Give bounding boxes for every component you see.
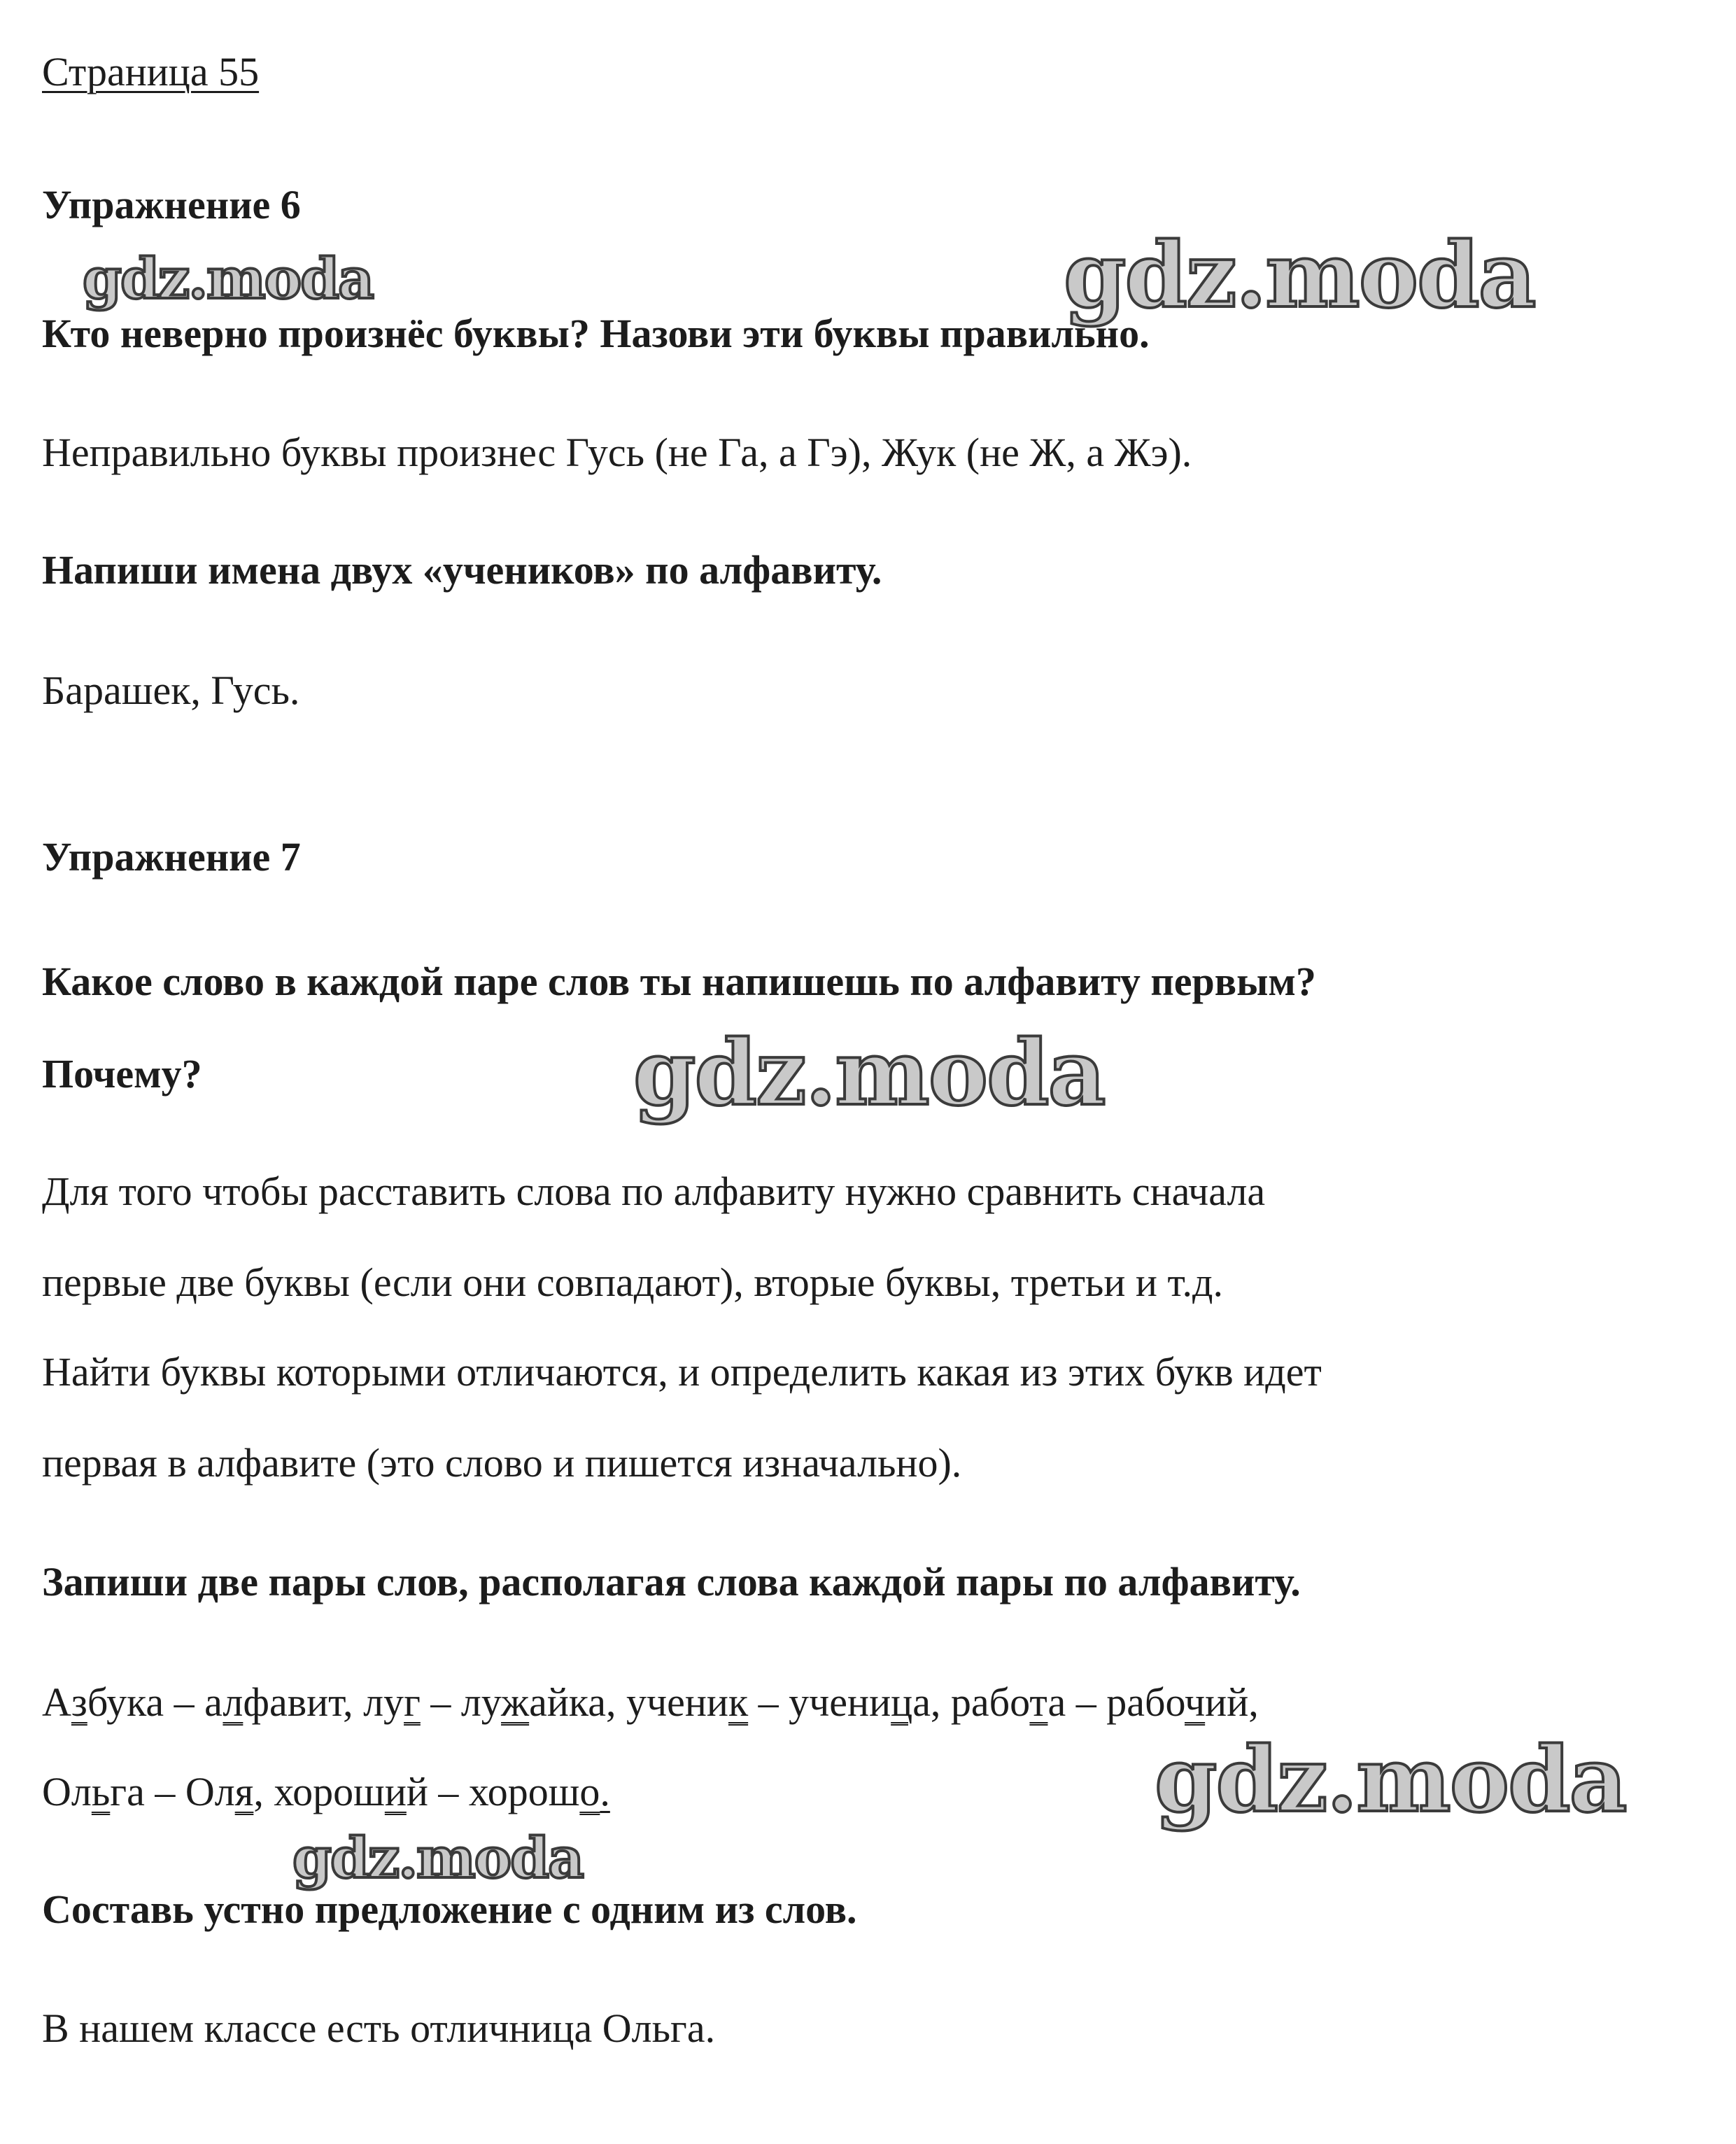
watermark-logo: gdz.moda [292, 1825, 583, 1891]
underlined-letter: к [728, 1679, 749, 1725]
answer-text: а, рабо [912, 1679, 1030, 1725]
exercise-7-answer-1-line-3: Найти буквы которыми отличаются, и определить какая из этих букв идет [42, 1349, 1322, 1395]
answer-text: – учени [748, 1679, 891, 1725]
exercise-7-answer-2-line-2 [42, 1769, 610, 1814]
underlined-letter: л [223, 1679, 244, 1725]
exercise-7-answer-1-line-1: Для того чтобы расставить слова по алфавиту нужно сравнить сначала [42, 1169, 1266, 1214]
underlined-letter: т [1029, 1679, 1048, 1725]
underlined-letter: з [71, 1679, 87, 1725]
watermark-logo: gdz.moda [83, 246, 373, 311]
answer-text: га – Ол [110, 1769, 235, 1814]
exercise-7-answer-1-line-2: первые две буквы (если они совпадают), вторые буквы, третьи и т.д. [42, 1260, 1223, 1305]
answer-text: А [42, 1679, 71, 1725]
watermark-logo: gdz.moda [633, 1021, 1105, 1126]
answer-text: – лу [420, 1679, 502, 1725]
answer-text: бука – а [87, 1679, 223, 1725]
underlined-letter: ь [91, 1769, 111, 1814]
exercise-6-title: Упражнение 6 [42, 182, 301, 227]
exercise-7-question-1-line-1: Какое слово в каждой паре слов ты напишешь по алфавиту первым? [42, 959, 1316, 1004]
answer-text: . [600, 1769, 610, 1814]
page-number: Страница 55 [42, 49, 260, 94]
exercise-7-title: Упражнение 7 [42, 834, 301, 880]
answer-text: а – рабо [1047, 1679, 1185, 1725]
underlined-letter: и [384, 1769, 407, 1814]
answer-text: , хорош [253, 1769, 385, 1814]
underlined-letter: ж [501, 1679, 530, 1725]
exercise-7-question-2: Запиши две пары слов, располагая слова каждой пары по алфавиту. [42, 1559, 1301, 1605]
underlined-letter: о [579, 1769, 600, 1814]
exercise-6-question-1: Кто неверно произнёс буквы? Назови эти буквы правильно. [42, 311, 1150, 356]
watermark-logo: gdz.moda [1064, 223, 1535, 328]
underlined-letter: г [404, 1679, 421, 1725]
exercise-6-answer-1: Неправильно буквы произнес Гусь (не Га, а Гэ), Жук (не Ж, а Жэ). [42, 430, 1192, 475]
exercise-6-answer-2: Барашек, Гусь. [42, 668, 300, 713]
exercise-7-question-1-line-2: Почему? [42, 1051, 202, 1096]
exercise-6-question-2: Напиши имена двух «учеников» по алфавиту. [42, 547, 882, 593]
exercise-7-answer-1-line-4: первая в алфавите (это слово и пишется изначально). [42, 1440, 962, 1486]
answer-text: айка, учени [529, 1679, 728, 1725]
answer-text: й – хорош [406, 1769, 580, 1814]
watermark-logo: gdz.moda [1155, 1728, 1626, 1833]
answer-text: фавит, лу [243, 1679, 404, 1725]
exercise-7-question-3: Составь устно предложение с одним из слов. [42, 1886, 857, 1932]
underlined-letter: ц [891, 1679, 913, 1725]
underlined-letter: ч [1184, 1679, 1206, 1725]
exercise-7-answer-3: В нашем классе есть отличница Ольга. [42, 2005, 716, 2051]
exercise-7-answer-2-line-1 [42, 1679, 1259, 1725]
answer-text: Ол [42, 1769, 92, 1814]
answer-text: ий, [1205, 1679, 1259, 1725]
underlined-letter: я [234, 1769, 254, 1814]
